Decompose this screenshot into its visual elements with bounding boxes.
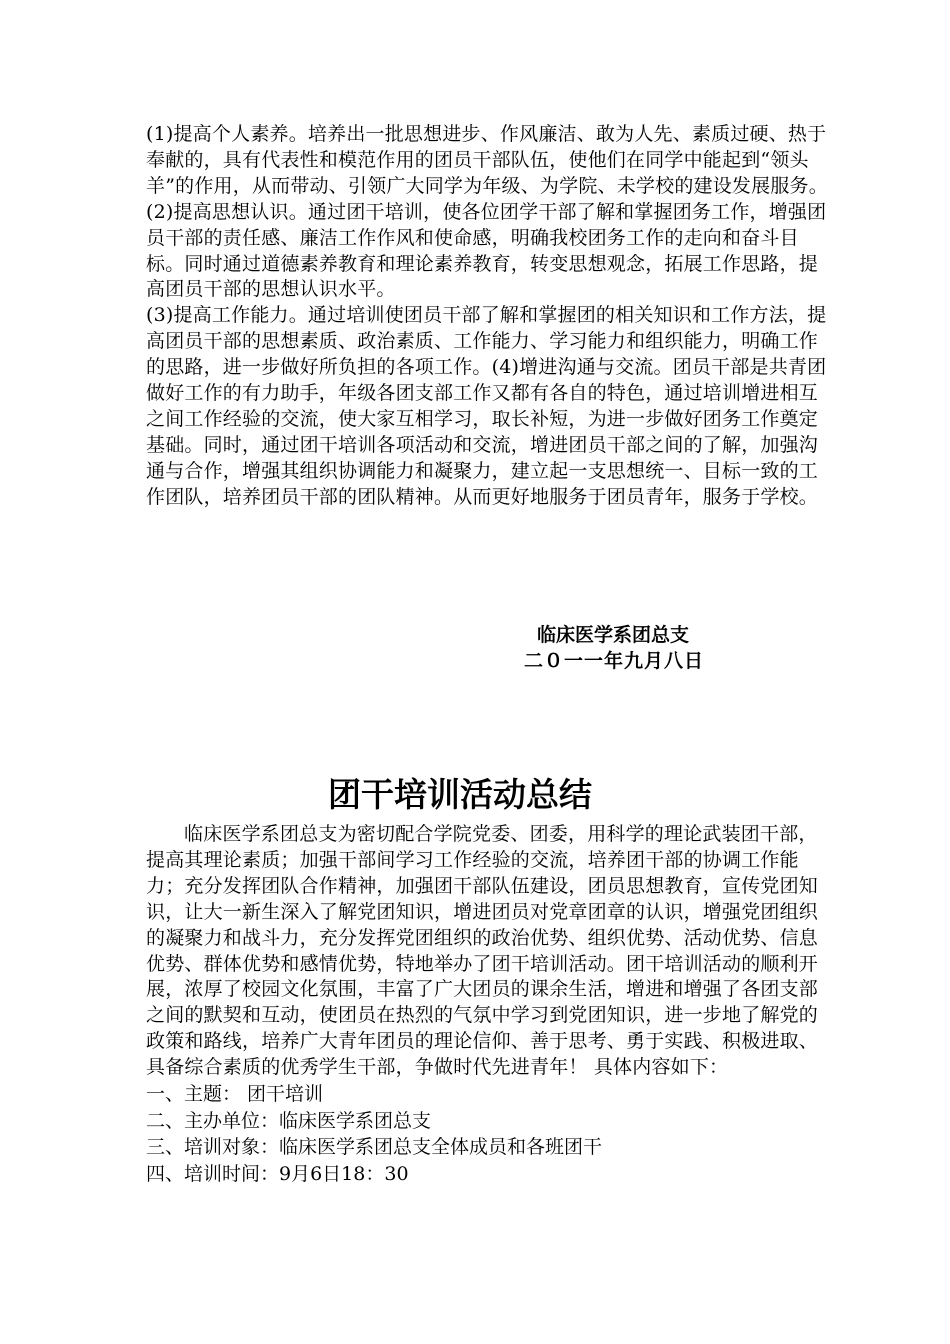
summary-item-participants: 三、培训对象：临床医学系团总支全体成员和各班团干 [146, 1136, 603, 1159]
objective-paragraph-3: (3)提高工作能力。通过培训使团员干部了解和掌握团的相关知识和工作方法，提高团员干部的思想素质、政治素质、工作能力、学习能力和组织能力，明确工作的思路，进一步做好所负担的各项工作。(4)增进沟通与交流。团员干部是共青团做好工作的有力助手，年级各团支部工作又都有各自的特色，通过培训增进相互之间工作经验的交流，使大家互相学习，取长补短，为进一步做好团务工作奠定基础。同时，通过团干培训各项活动和交流，增进团员干部之间的了解，加强沟通与合作，增强其组织协调能力和凝聚力，建立起一支思想统一、目标一致的工作团队，培养团员干部的团队精神。从而更好地服务于团员青年，服务于学校。 [146, 304, 827, 508]
signature-date: 二０一一年九月八日 [524, 650, 705, 672]
summary-section [146, 822, 836, 1187]
objective-paragraph-1: (1)提高个人素养。培养出一批思想进步、作风廉洁、敢为人先、素质过硬、热于奉献的，具有代表性和模范作用的团员干部队伍，使他们在同学中能起到“领头羊”的作用，从而带动、引领广大同学为年级、为学院、未学校的建设发展服务。 [146, 123, 828, 197]
signature-organization: 临床医学系团总支 [537, 624, 690, 646]
objective-paragraph-2: (2)提高思想认识。通过团干培训，使各位团学干部了解和掌握团务工作，增强团员干部的责任感、廉洁工作作风和使命感，明确我校团务工作的走向和奋斗目标。同时通过道德素养教育和理论素养教育，转变思想观念，拓展工作思路，提高团员干部的思想认识水平。 [146, 200, 827, 301]
summary-item-theme: 一、主题： 团干培训 [146, 1083, 324, 1106]
summary-title: 团干培训活动总结 [328, 775, 592, 814]
objectives-section [146, 122, 836, 511]
summary-intro-paragraph: 临床医学系团总支为密切配合学院党委、团委，用科学的理论武装团干部，提高其理论素质；加强干部间学习工作经验的交流，培养团干部的协调工作能力；充分发挥团队合作精神，加强团干部队伍建设，团员思想教育，宣传党团知识，让大一新生深入了解党团知识，增进团员对党章团章的认识，增强党团组织的凝聚力和战斗力，充分发挥党团组织的政治优势、组织优势、活动优势、信息优势、群体优势和感情优势，特地举办了团干培训活动。团干培训活动的顺利开展，浓厚了校园文化氛围，丰富了广大团员的课余生活，增进和增强了各团支部之间的默契和互动，使团员在热烈的气氛中学习到党团知识，进一步地了解党的政策和路线，培养广大青年团员的理论信仰、善于思考、勇于实践、积极进取、具备综合素质的优秀学生干部，争做时代先进青年！ 具体内容如下： [146, 823, 819, 1079]
summary-item-organizer: 二、主办单位：临床医学系团总支 [146, 1109, 432, 1132]
summary-item-time: 四、培训时间：9月6日18：30 [146, 1162, 409, 1185]
